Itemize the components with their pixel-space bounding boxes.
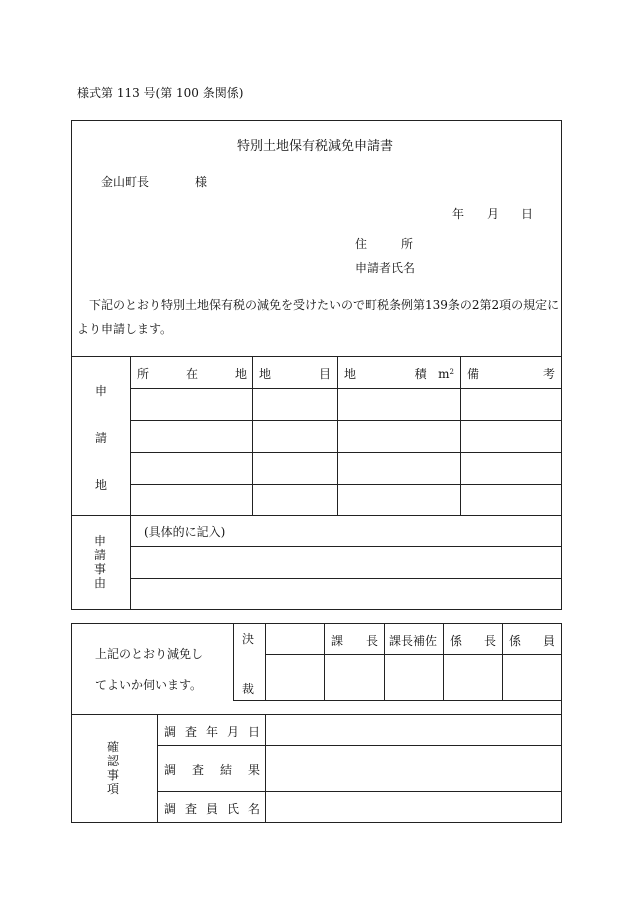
confirmation-side-divider <box>157 714 158 822</box>
header-category: 地 目 <box>259 367 331 381</box>
land-side-label-3: 地 <box>95 478 108 492</box>
land-table-bottom-border <box>71 515 562 516</box>
confirmation-survey-date-label: 調 査 年 月 日 <box>164 725 260 739</box>
area-unit: m <box>438 367 450 381</box>
reason-side-label: 申 請 事 由 <box>93 534 106 590</box>
land-cell-area[interactable] <box>338 485 460 515</box>
confirmation-side-label: 確 認 事 項 <box>106 740 119 796</box>
form-number: 様式第 113 号(第 100 条関係) <box>77 86 244 100</box>
addressee-honorific: 様 <box>195 175 208 189</box>
land-cell-remarks[interactable] <box>461 485 561 515</box>
land-cell-location[interactable] <box>131 389 252 420</box>
date-day-label: 日 <box>521 207 534 221</box>
decision-label-top: 決 <box>242 632 255 646</box>
role-assistant-chief: 課長補佐 <box>389 634 438 648</box>
role-staff: 係 員 <box>509 634 555 648</box>
land-cell-area[interactable] <box>338 421 460 452</box>
date-month-label: 月 <box>487 207 500 221</box>
date-year-label: 年 <box>452 207 465 221</box>
approval-bottom-line <box>233 700 562 701</box>
land-table-top-border <box>71 356 562 357</box>
approval-text-line-1: 上記のとおり減免し <box>95 647 204 661</box>
land-cell-area[interactable] <box>338 389 460 420</box>
header-area: 地 積 $m^2$ <box>344 367 454 381</box>
statement-line-2: より申請します。 <box>77 322 173 336</box>
land-cell-remarks[interactable] <box>461 453 561 484</box>
land-cell-location[interactable] <box>131 453 252 484</box>
seal-box-subsection-chief[interactable] <box>444 655 502 700</box>
land-cell-remarks[interactable] <box>461 421 561 452</box>
land-cell-remarks[interactable] <box>461 389 561 420</box>
addressee-town-head: 金山町長 <box>101 175 150 189</box>
land-cell-category[interactable] <box>253 421 337 452</box>
approval-text-line-2: てよいか伺います。 <box>95 678 203 692</box>
role-subsection-chief: 係 長 <box>450 634 496 648</box>
seal-box-section-chief[interactable] <box>325 655 384 700</box>
area-unit-sup: 2 <box>449 368 454 376</box>
land-cell-category[interactable] <box>253 453 337 484</box>
lower-box-right-border <box>561 623 562 822</box>
confirmation-survey-result-label: 調 査 結 果 <box>164 763 260 777</box>
header-remarks: 備 考 <box>467 367 555 381</box>
upper-box-left-border <box>71 120 72 609</box>
land-cell-category[interactable] <box>253 485 337 515</box>
upper-box-bottom-border <box>71 609 562 610</box>
reason-input-line[interactable] <box>131 547 561 578</box>
seal-box-decision[interactable] <box>266 624 324 700</box>
surveyor-name-field[interactable] <box>266 792 561 822</box>
role-section-chief: 課 長 <box>331 634 378 648</box>
seal-box-staff[interactable] <box>503 655 561 700</box>
reason-input-line[interactable] <box>131 579 561 609</box>
land-side-label-2: 請 <box>95 431 108 445</box>
land-side-label-1: 申 <box>95 384 108 398</box>
decision-label-bottom: 裁 <box>242 682 255 696</box>
page-title: 特別土地保有税減免申請書 <box>236 139 393 154</box>
land-cell-area[interactable] <box>338 453 460 484</box>
lower-box-left-border <box>71 623 72 822</box>
land-cell-location[interactable] <box>131 485 252 515</box>
survey-result-field[interactable] <box>266 746 561 791</box>
survey-date-field[interactable] <box>266 715 561 745</box>
land-cell-category[interactable] <box>253 389 337 420</box>
upper-box-right-border <box>561 120 562 609</box>
reason-hint: (具体的に記入) <box>144 525 226 539</box>
upper-box-top-border <box>71 120 562 121</box>
confirmation-surveyor-name-label: 調 査 員 氏 名 <box>164 802 260 816</box>
lower-box-bottom-border <box>71 822 562 823</box>
approval-divider <box>233 623 234 700</box>
header-location: 所 在 地 <box>137 367 247 381</box>
seal-box-assistant-chief[interactable] <box>385 655 443 700</box>
applicant-address-label: 住 所 <box>355 237 413 251</box>
header-area-right: 積 $m^2$ <box>414 367 454 381</box>
applicant-name-label: 申請者氏名 <box>355 261 416 275</box>
land-cell-location[interactable] <box>131 421 252 452</box>
statement-line-1: 下記のとおり特別土地保有税の減免を受けたいので町税条例第139条の2第2項の規定に <box>89 298 560 312</box>
